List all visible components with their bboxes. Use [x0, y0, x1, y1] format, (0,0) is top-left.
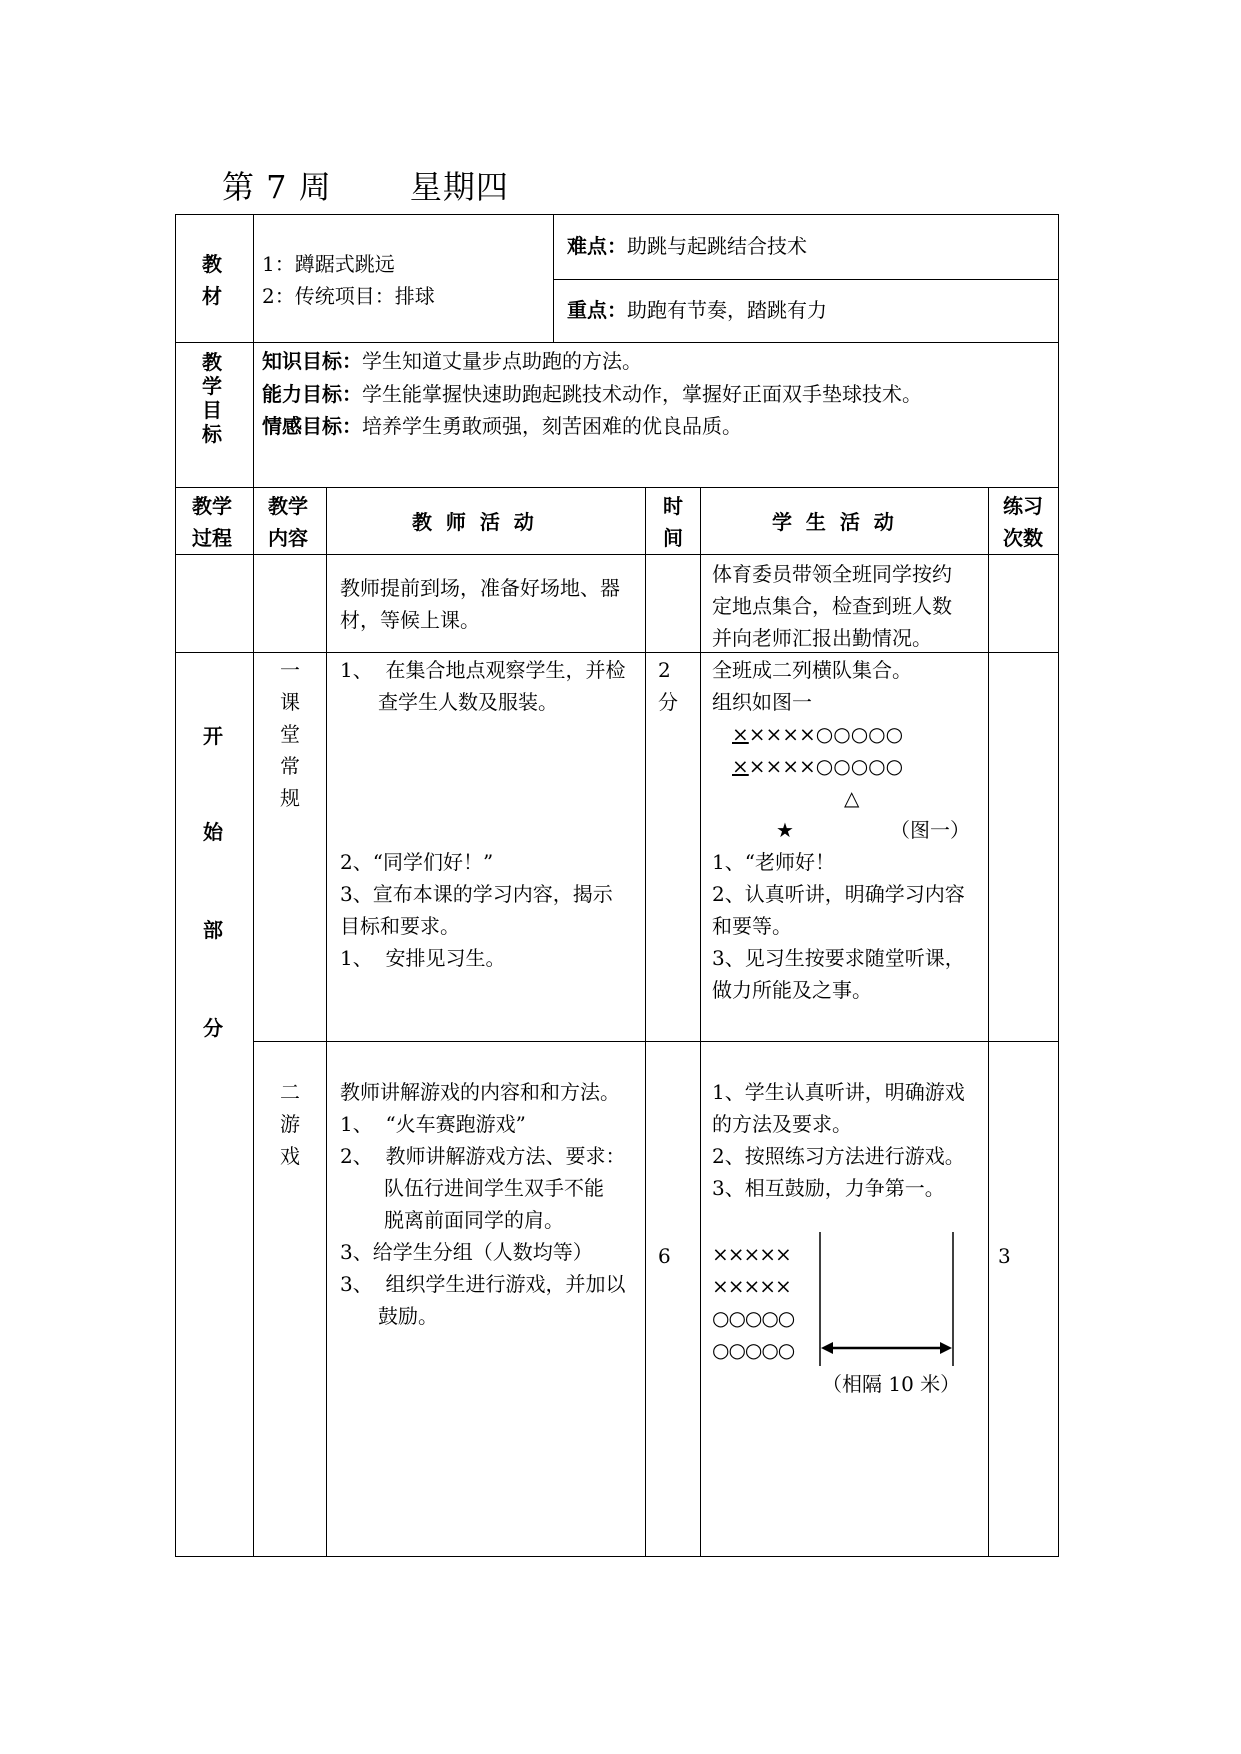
- knowledge-goal: [262, 345, 642, 377]
- student-text: 组织如图一: [712, 690, 812, 714]
- material-item: 2：传统项目：排球: [262, 284, 435, 308]
- formation-row: ○○○○○: [712, 1306, 795, 1330]
- teacher-text: 2、 教师讲解游戏方法、要求：: [340, 1144, 626, 1168]
- divider: [175, 342, 1059, 343]
- material-label: 材: [202, 284, 222, 308]
- header-time: 时: [663, 494, 683, 518]
- divider: [253, 214, 254, 342]
- difficulty: [567, 230, 807, 262]
- emotion-goal: [262, 410, 742, 442]
- content-label: 常: [280, 754, 300, 778]
- table-border-bottom: [175, 1556, 1059, 1557]
- teacher-text: 脱离前面同学的肩。: [384, 1208, 564, 1232]
- page-title: 第 7 周 星期四: [222, 168, 509, 206]
- student-text: 体育委员带领全班同学按约: [712, 562, 952, 586]
- formation-row-text: ××××○○○○○: [748, 722, 904, 746]
- student-text: 2、认真听讲，明确学习内容: [712, 882, 965, 906]
- section-label: 开: [203, 724, 223, 748]
- teacher-text: 教师提前到场，准备好场地、器: [340, 576, 620, 600]
- teacher-text: 查学生人数及服装。: [378, 690, 558, 714]
- formation-row: [732, 718, 903, 750]
- knowledge-goal-label: 知识目标：: [262, 349, 362, 373]
- arrow-head-right: [940, 1342, 952, 1354]
- header-practice: 次数: [1003, 526, 1043, 550]
- content-label: 课: [280, 690, 300, 714]
- ability-goal-text: 学生能掌握快速助跑起跳技术动作，掌握好正面双手垫球技术。: [362, 382, 922, 406]
- section-label: 分: [203, 1016, 223, 1040]
- teacher-text: 2、“同学们好！”: [340, 850, 494, 874]
- teacher-text: 教师讲解游戏的内容和和方法。: [340, 1080, 620, 1104]
- triangle-icon: △: [844, 786, 860, 810]
- table-border-top: [175, 214, 1059, 215]
- teacher-text: 3、宣布本课的学习内容，揭示: [340, 882, 613, 906]
- material-item: 1：蹲踞式跳远: [262, 252, 395, 276]
- content-label: 二: [280, 1080, 300, 1104]
- divider: [175, 487, 1059, 488]
- student-text: 全班成二列横队集合。: [712, 658, 912, 682]
- student-text: 做力所能及之事。: [712, 978, 872, 1002]
- teacher-text: 队伍行进间学生双手不能: [384, 1176, 604, 1200]
- divider: [326, 487, 327, 1556]
- knowledge-goal-text: 学生知道丈量步点助跑的方法。: [362, 349, 642, 373]
- header-process: 过程: [192, 526, 232, 550]
- student-text: 1、学生认真听讲，明确游戏: [712, 1080, 965, 1104]
- header-practice: 练习: [1003, 494, 1043, 518]
- header-time: 间: [663, 526, 683, 550]
- star-icon: ★: [776, 818, 794, 842]
- divider: [988, 487, 989, 1556]
- time-value: 6: [658, 1244, 671, 1268]
- content-label: 一: [280, 658, 300, 682]
- student-text: 3、相互鼓励，力争第一。: [712, 1176, 945, 1200]
- figure-caption: （图一）: [890, 818, 970, 842]
- divider: [253, 342, 254, 487]
- divider: [645, 487, 646, 1556]
- content-label: 游: [280, 1112, 300, 1136]
- time-value: 2: [658, 658, 671, 682]
- student-text: 1、“老师好！: [712, 850, 835, 874]
- table-border-right: [1058, 214, 1059, 1556]
- divider: [253, 1041, 1059, 1042]
- content-label: 戏: [280, 1144, 300, 1168]
- formation-marker: ×: [732, 722, 749, 746]
- student-text: 并向老师汇报出勤情况。: [712, 626, 932, 650]
- goals-label: 目: [202, 398, 222, 422]
- ability-goal: [262, 378, 922, 410]
- content-label: 规: [280, 786, 300, 810]
- distance-diagram: [815, 1230, 965, 1370]
- difficulty-label: 难点：: [567, 234, 627, 258]
- formation-row: ×××××: [712, 1274, 791, 1298]
- table-border-left: [175, 214, 176, 1556]
- practice-count: 3: [998, 1244, 1011, 1268]
- header-content: 教学: [268, 494, 308, 518]
- divider: [553, 214, 554, 342]
- teacher-text: 1、 在集合地点观察学生，并检: [340, 658, 626, 682]
- key-point: [567, 294, 827, 326]
- content-label: 堂: [280, 722, 300, 746]
- teacher-text: 目标和要求。: [340, 914, 460, 938]
- divider: [700, 487, 701, 1556]
- formation-row: ○○○○○: [712, 1338, 795, 1362]
- ability-goal-label: 能力目标：: [262, 382, 362, 406]
- difficulty-text: 助跳与起跳结合技术: [627, 234, 807, 258]
- teacher-text: 1、 安排见习生。: [340, 946, 506, 970]
- divider: [175, 554, 1059, 555]
- formation-row: [732, 750, 903, 782]
- header-process: 教学: [192, 494, 232, 518]
- goals-label: 标: [202, 422, 222, 446]
- formation-marker: ×: [732, 754, 749, 778]
- formation-row-text: ××××○○○○○: [748, 754, 904, 778]
- teacher-text: 3、 组织学生进行游戏，并加以: [340, 1272, 626, 1296]
- header-content: 内容: [268, 526, 308, 550]
- distance-caption: （相隔 10 米）: [822, 1372, 961, 1396]
- goals-label: 教: [202, 350, 222, 374]
- header-student: 学 生 活 动: [772, 510, 894, 534]
- teacher-text: 鼓励。: [378, 1304, 438, 1328]
- teacher-text: 1、 “火车赛跑游戏”: [340, 1112, 526, 1136]
- teacher-text: 3、给学生分组（人数均等）: [340, 1240, 593, 1264]
- formation-row: ×××××: [712, 1242, 791, 1266]
- teacher-text: 材，等候上课。: [340, 608, 480, 632]
- student-text: 3、见习生按要求随堂听课，: [712, 946, 965, 970]
- divider: [553, 279, 1058, 280]
- student-text: 和要等。: [712, 914, 792, 938]
- student-text: 定地点集合，检查到班人数: [712, 594, 952, 618]
- key-point-text: 助跑有节奏，踏跳有力: [627, 298, 827, 322]
- header-teacher: 教 师 活 动: [412, 510, 534, 534]
- student-text: 的方法及要求。: [712, 1112, 852, 1136]
- emotion-goal-label: 情感目标：: [262, 414, 362, 438]
- key-point-label: 重点：: [567, 298, 627, 322]
- emotion-goal-text: 培养学生勇敢顽强，刻苦困难的优良品质。: [362, 414, 742, 438]
- time-value: 分: [658, 690, 678, 714]
- divider: [253, 487, 254, 1556]
- goals-label: 学: [202, 374, 222, 398]
- material-label: 教: [202, 252, 222, 276]
- section-label: 始: [203, 820, 223, 844]
- student-text: 2、按照练习方法进行游戏。: [712, 1144, 965, 1168]
- section-label: 部: [203, 918, 223, 942]
- arrow-head-left: [821, 1342, 833, 1354]
